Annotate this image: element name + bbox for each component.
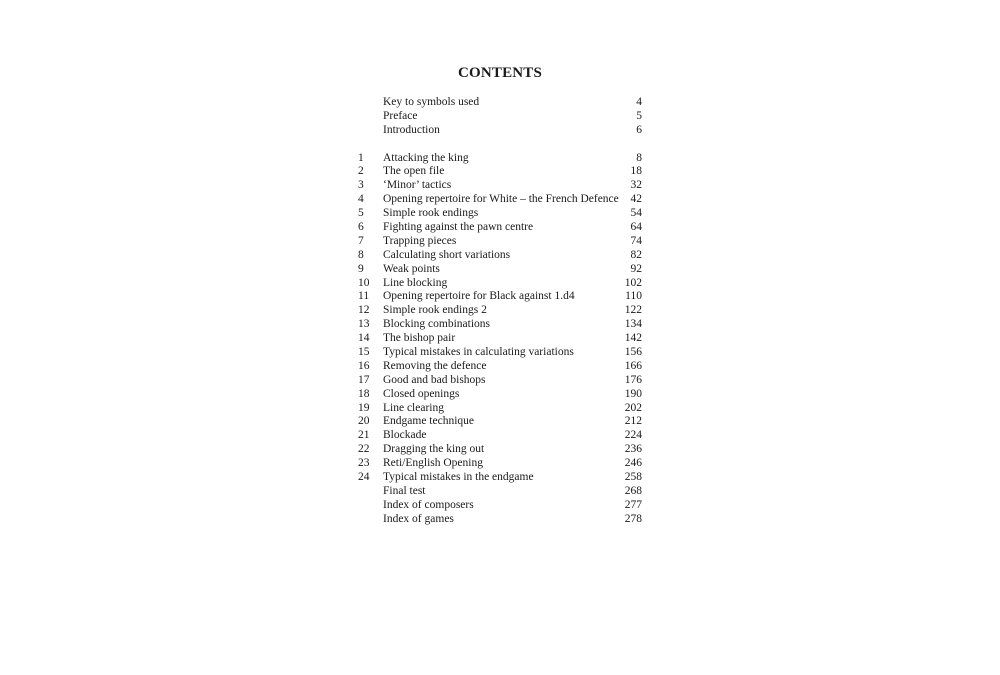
- entry-title: Endgame technique: [383, 415, 475, 428]
- chapter-number: 11: [358, 290, 370, 303]
- chapter-entry[interactable]: [358, 360, 644, 374]
- chapter-entry[interactable]: [358, 443, 644, 457]
- entry-title: Calculating short variations: [383, 248, 511, 261]
- chapter-entry[interactable]: [358, 457, 644, 471]
- chapter-number: 7: [358, 234, 364, 247]
- chapter-entry[interactable]: [358, 304, 644, 318]
- page-number: 134: [624, 318, 642, 331]
- page-number: 32: [630, 179, 642, 192]
- page-number: 190: [624, 387, 642, 400]
- entry-title: Typical mistakes in calculating variations: [383, 346, 574, 359]
- page-number: 18: [630, 165, 642, 178]
- entry-title: Fighting against the pawn centre: [383, 221, 534, 234]
- chapter-entry[interactable]: [358, 263, 644, 277]
- back-matter-entry[interactable]: [358, 499, 644, 513]
- chapter-entry[interactable]: [358, 207, 644, 221]
- chapter-number: 22: [358, 443, 370, 456]
- chapter-number: 4: [358, 193, 364, 206]
- page-number: 110: [625, 290, 642, 303]
- entry-title: Weak points: [383, 262, 440, 275]
- entry-title: Dragging the king out: [383, 443, 485, 456]
- entry-title: Trapping pieces: [383, 234, 457, 247]
- entry-title: Reti/English Opening: [383, 457, 483, 470]
- back-matter-entry[interactable]: [358, 485, 644, 499]
- page-number: 142: [624, 332, 642, 345]
- entry-title: The bishop pair: [383, 332, 456, 345]
- page-number: 64: [630, 221, 642, 234]
- chapter-entry[interactable]: [358, 179, 644, 193]
- page-number: 82: [630, 248, 642, 261]
- page-number: 5: [636, 109, 642, 122]
- chapter-entry[interactable]: [358, 415, 644, 429]
- page-title: CONTENTS: [457, 65, 543, 81]
- entry-title: Removing the defence: [383, 359, 487, 372]
- chapter-number: 19: [358, 401, 370, 414]
- page-number: 176: [624, 373, 642, 386]
- chapter-number: 6: [358, 221, 364, 234]
- entry-title: Simple rook endings: [383, 207, 479, 220]
- chapter-entry[interactable]: [358, 318, 644, 332]
- page-number: 277: [624, 498, 642, 511]
- chapter-entry[interactable]: [358, 221, 644, 235]
- entry-title: Line clearing: [383, 401, 444, 414]
- entry-title: Typical mistakes in the endgame: [383, 471, 534, 484]
- chapter-number: 10: [358, 276, 370, 289]
- front-matter-entry[interactable]: [358, 124, 644, 138]
- page-number: 166: [624, 359, 642, 372]
- entry-title: Line blocking: [383, 276, 448, 289]
- entry-title: Introduction: [383, 123, 440, 136]
- entry-title: Index of composers: [383, 498, 474, 511]
- page-number: 8: [636, 151, 642, 164]
- page-number: 4: [636, 96, 642, 108]
- page-number: 236: [624, 443, 642, 456]
- page-number: 258: [624, 471, 642, 484]
- back-matter-entry[interactable]: [358, 513, 644, 527]
- chapter-entry[interactable]: [358, 165, 644, 179]
- page-number: 268: [624, 484, 642, 497]
- front-matter-entry[interactable]: [358, 110, 644, 124]
- entry-title: Blocking combinations: [383, 318, 491, 331]
- entry-title: Index of games: [383, 512, 454, 525]
- page-number: 102: [624, 276, 642, 289]
- page-number: 122: [624, 304, 642, 317]
- chapter-number: 24: [358, 471, 370, 484]
- chapter-number: 12: [358, 304, 370, 317]
- entry-title: Good and bad bishops: [383, 373, 486, 386]
- chapter-number: 5: [358, 207, 364, 220]
- chapter-number: 8: [358, 248, 364, 261]
- entry-title: Simple rook endings 2: [383, 304, 487, 317]
- entry-title: Attacking the king: [383, 151, 469, 164]
- chapter-number: 3: [358, 179, 364, 192]
- chapter-number: 16: [358, 359, 370, 372]
- chapter-number: 14: [358, 332, 370, 345]
- chapter-entry[interactable]: [358, 277, 644, 291]
- entry-title: The open file: [383, 165, 445, 178]
- page-number: 6: [636, 123, 642, 136]
- chapter-entry[interactable]: [358, 429, 644, 443]
- entry-title: Opening repertoire for White – the French Defence: [383, 193, 619, 206]
- page-number: 224: [624, 429, 642, 442]
- page-number: 278: [624, 512, 642, 525]
- chapter-entry[interactable]: [358, 152, 644, 166]
- page-number: 202: [624, 401, 642, 414]
- page-number: 156: [624, 346, 642, 359]
- chapter-entry[interactable]: [358, 374, 644, 388]
- chapter-number: 15: [358, 346, 370, 359]
- entry-title: Final test: [383, 484, 426, 497]
- chapter-entry[interactable]: [358, 388, 644, 402]
- chapter-number: 21: [358, 429, 370, 442]
- entry-title: Opening repertoire for Black against 1.d4: [383, 290, 575, 303]
- page-number: 246: [624, 457, 642, 470]
- page-number: 42: [630, 193, 642, 206]
- chapter-entry[interactable]: [358, 471, 644, 485]
- chapter-entry[interactable]: [358, 235, 644, 249]
- entry-title: Key to symbols used: [383, 96, 480, 108]
- chapter-number: 17: [358, 373, 370, 386]
- table-of-contents: [358, 96, 644, 527]
- front-matter-entry[interactable]: [358, 96, 644, 110]
- section-spacer: [358, 138, 644, 152]
- chapter-number: 9: [358, 262, 364, 275]
- page-number: 54: [630, 207, 642, 220]
- chapter-entry[interactable]: [358, 332, 644, 346]
- chapter-number: 1: [358, 151, 364, 164]
- entry-title: Closed openings: [383, 387, 460, 400]
- chapter-entry[interactable]: [358, 290, 644, 304]
- entry-title: Blockade: [383, 429, 427, 442]
- chapter-number: 13: [358, 318, 370, 331]
- chapter-entry[interactable]: [358, 193, 644, 207]
- page-number: 212: [624, 415, 642, 428]
- page-number: 74: [630, 234, 642, 247]
- chapter-number: 23: [358, 457, 370, 470]
- chapter-entry[interactable]: [358, 402, 644, 416]
- entry-title: ‘Minor’ tactics: [383, 179, 452, 192]
- chapter-number: 20: [358, 415, 370, 428]
- chapter-entry[interactable]: [358, 346, 644, 360]
- chapter-number: 18: [358, 387, 370, 400]
- chapter-entry[interactable]: [358, 249, 644, 263]
- page-number: 92: [630, 262, 642, 275]
- entry-title: Preface: [383, 109, 418, 122]
- chapter-number: 2: [358, 165, 364, 178]
